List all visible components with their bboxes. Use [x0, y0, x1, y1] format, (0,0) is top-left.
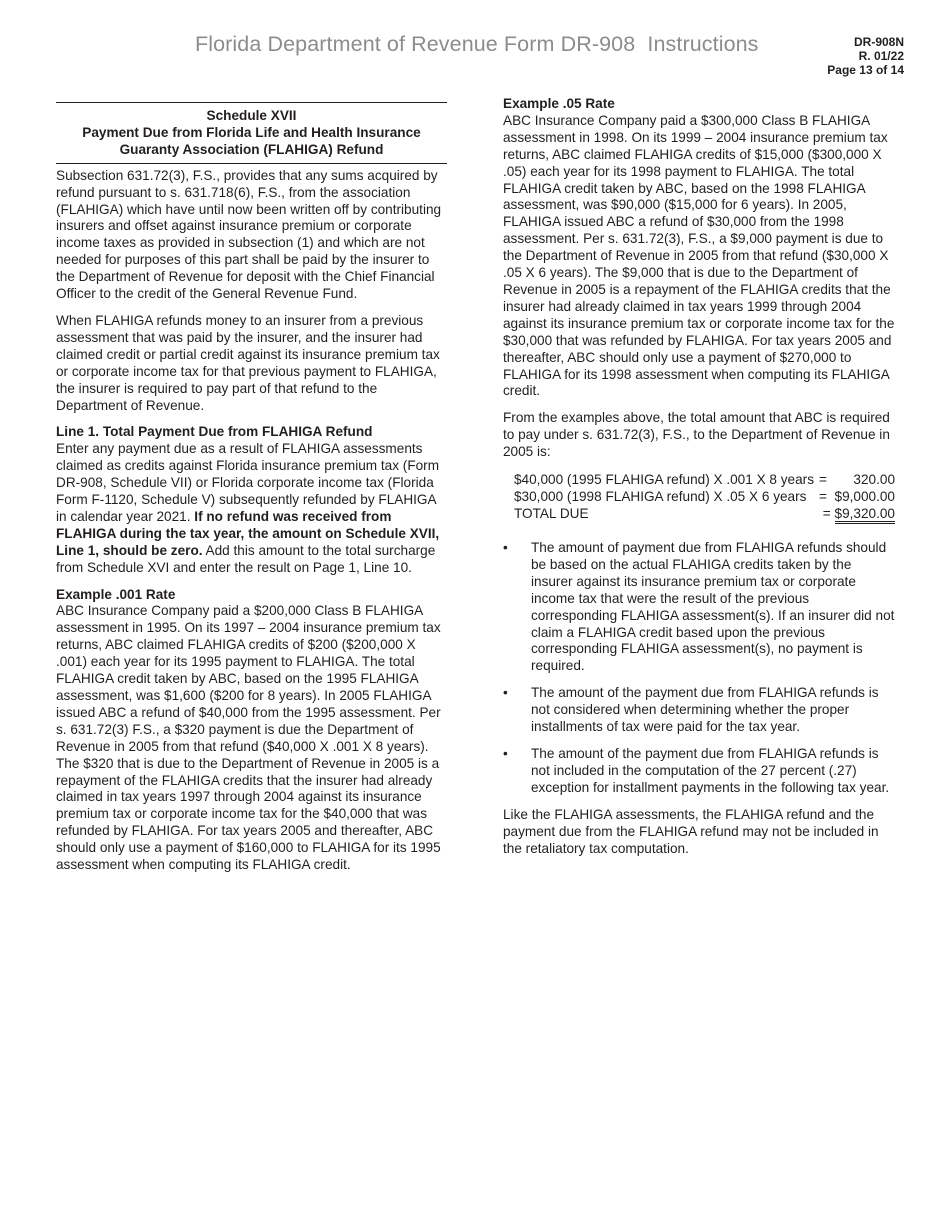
- total-due-label: TOTAL DUE: [514, 506, 589, 522]
- calc-equals: =: [819, 489, 827, 505]
- calc-amount: 320.00: [853, 472, 895, 488]
- example-001-section: [56, 587, 447, 874]
- closing-paragraph: Like the FLAHIGA assessments, the FLAHIGA refund and the payment due from the FLAHIGA refund may not be included in the retaliatory tax computation.: [503, 806, 879, 856]
- schedule-heading: [56, 102, 447, 164]
- schedule-number: Schedule XVII: [206, 108, 297, 123]
- example-05-section: [503, 96, 895, 400]
- schedule-title-line1: Payment Due from Florida Life and Health Insurance: [82, 124, 421, 140]
- bullet-item: [503, 685, 895, 736]
- bullet-icon: •: [503, 746, 508, 761]
- calc-amount: $9,000.00: [834, 489, 895, 505]
- bullet-text: The amount of the payment due from FLAHIGA refunds is not included in the computation of the 27 percent (.27) exception for installment payments in the following tax year.: [531, 746, 890, 795]
- subsection-paragraph: Subsection 631.72(3), F.S., provides that any sums acquired by refund pursuant to s. 631.718(6), F.S., from the association (FLAHIGA) which have until now been written off by contributing insurers and offset against insurance premium or corporate income taxes as provided in subsection (1) and which are not needed for purposes of this part shall be paid by the insurer to the Department of Revenue for deposit with the Chief Financial Officer to the credit of the General Revenue Fund.: [56, 167, 442, 302]
- form-number: DR-908N: [853, 35, 904, 49]
- bullet-text: The amount of payment due from FLAHIGA refunds should be based on the actual FLAHIGA credits taken by the insurer against its insurance premium tax or corporate income tax that were the result of the previous corresponding FLAHIGA assessment(s). If an insurer did not claim a FLAHIGA credit based upon the previous corresponding FLAHIGA assessment(s), no payment is required.: [531, 540, 895, 674]
- schedule-title-line2: Guaranty Association (FLAHIGA) Refund: [119, 141, 384, 157]
- bullet-item: [503, 746, 895, 797]
- line1-bold-text: If no refund was received from FLAHIGA during the tax year, the amount on Schedule XVII, Line 1, should be zero.: [56, 508, 440, 558]
- calc-description: $30,000 (1998 FLAHIGA refund) X .05 X 6 years: [514, 489, 807, 505]
- bullet-item: [503, 540, 895, 675]
- total-due-value: [823, 505, 895, 524]
- calculation-table: [514, 471, 895, 522]
- page-title: Florida Department of Revenue Form DR-908 Instructions: [195, 32, 759, 56]
- form-revision: R. 01/22: [858, 49, 904, 63]
- line1-text: Enter any payment due as a result of FLAHIGA assessments claimed as credits against Florida insurance premium tax (Form DR-908, Schedule VII) or Florida corporate income tax (Florida Form F-1120, Schedule V) subsequently refunded by FLAHIGA in calendar year 2021.: [56, 441, 440, 524]
- refund-explanation-paragraph: When FLAHIGA refunds money to an insurer from a previous assessment that was paid by the insurer, and the insurer had claimed credit or partial credit against its insurance premium tax or corporate income tax for that previous payment to FLAHIGA, the insurer is required to pay part of that refund to the Department of Revenue.: [56, 312, 440, 413]
- calc-description: $40,000 (1995 FLAHIGA refund) X .001 X 8 years: [514, 472, 814, 488]
- calc-row: [514, 471, 895, 488]
- calc-total-row: [514, 505, 895, 522]
- line1-heading: Line 1. Total Payment Due from FLAHIGA Refund: [56, 424, 373, 440]
- left-column: [56, 96, 447, 884]
- example-001-text: ABC Insurance Company paid a $200,000 Class B FLAHIGA assessment in 1995. On its 1997 – 2004 insurance premium tax returns, ABC claimed FLAHIGA credits of $200 ($200,000 X .001) each year for its 1995 payment to FLAHIGA. The total FLAHIGA credit taken by ABC, based on the 1995 FLAHIGA assessment, was $1,600 ($200 for 8 years). In 2005 FLAHIGA issued ABC a refund of $40,000 from the 1995 assessment. Per s. 631.72(3) F.S., a $320 payment is due the Department of Revenue in 2005 from that refund ($40,000 X .001 X 8 years). The $320 that is due to the Department of Revenue in 2005 is a repayment of the FLAHIGA credits that the insurer had already claimed in tax years 1997 through 2004 against its insurance premium tax or corporate income tax for the $40,000 that was refunded by FLAHIGA. For tax years 2005 and thereafter, ABC should only use a payment of $160,000 to FLAHIGA for its 1995 assessment when computing its FLAHIGA credit.: [56, 603, 441, 873]
- right-column: [503, 96, 895, 867]
- summary-intro: From the examples above, the total amount that ABC is required to pay under s. 631.72(3), F.S., to the Department of Revenue in 2005 is:: [503, 410, 890, 460]
- form-identifier: [827, 35, 904, 77]
- line1-section: [56, 424, 447, 576]
- total-equals: =: [822, 506, 835, 522]
- bullet-icon: •: [503, 685, 508, 701]
- calc-equals: =: [819, 472, 827, 488]
- total-due-amount: $9,320.00: [835, 507, 895, 524]
- bullet-text: The amount of the payment due from FLAHIGA refunds is not considered when determining whether the proper installments of tax were paid for the tax year.: [531, 685, 879, 735]
- line1-text-end: Add this amount to the total surcharge from Schedule XVI and enter the result on Page 1, Line 10.: [56, 542, 436, 575]
- example-001-heading: Example .001 Rate: [56, 586, 176, 602]
- page-number: Page 13 of 14: [827, 63, 904, 77]
- example-05-text: ABC Insurance Company paid a $300,000 Class B FLAHIGA assessment in 1998. On its 1999 – 2004 insurance premium tax returns, ABC claimed FLAHIGA credits of $15,000 ($300,000 X .05) each year for its 1998 payment to FLAHIGA. The total FLAHIGA credit taken by ABC, based on the 1998 FLAHIGA assessment, was $90,000 ($15,000 for 6 years). In 2005, FLAHIGA issued ABC a refund of $30,000 from the 1998 assessment. Per s. 631.72(3), F.S., a $9,000 payment is due to the Department of Revenue in 2005 from that refund ($30,000 X .05 X 6 years). The $9,000 that is due to the Department of Revenue in 2005 is a repayment of the FLAHIGA credits that the insurer had already claimed in tax years 1999 through 2004 against its insurance premium tax or corporate income tax for the $30,000 that was refunded by FLAHIGA. For tax years 2005 and thereafter, ABC should only use a payment of $270,000 to FLAHIGA for its 1998 assessment when computing its FLAHIGA credit.: [503, 112, 895, 399]
- bullet-icon: •: [503, 540, 508, 556]
- calc-row: [514, 488, 895, 505]
- example-05-heading: Example .05 Rate: [503, 96, 615, 111]
